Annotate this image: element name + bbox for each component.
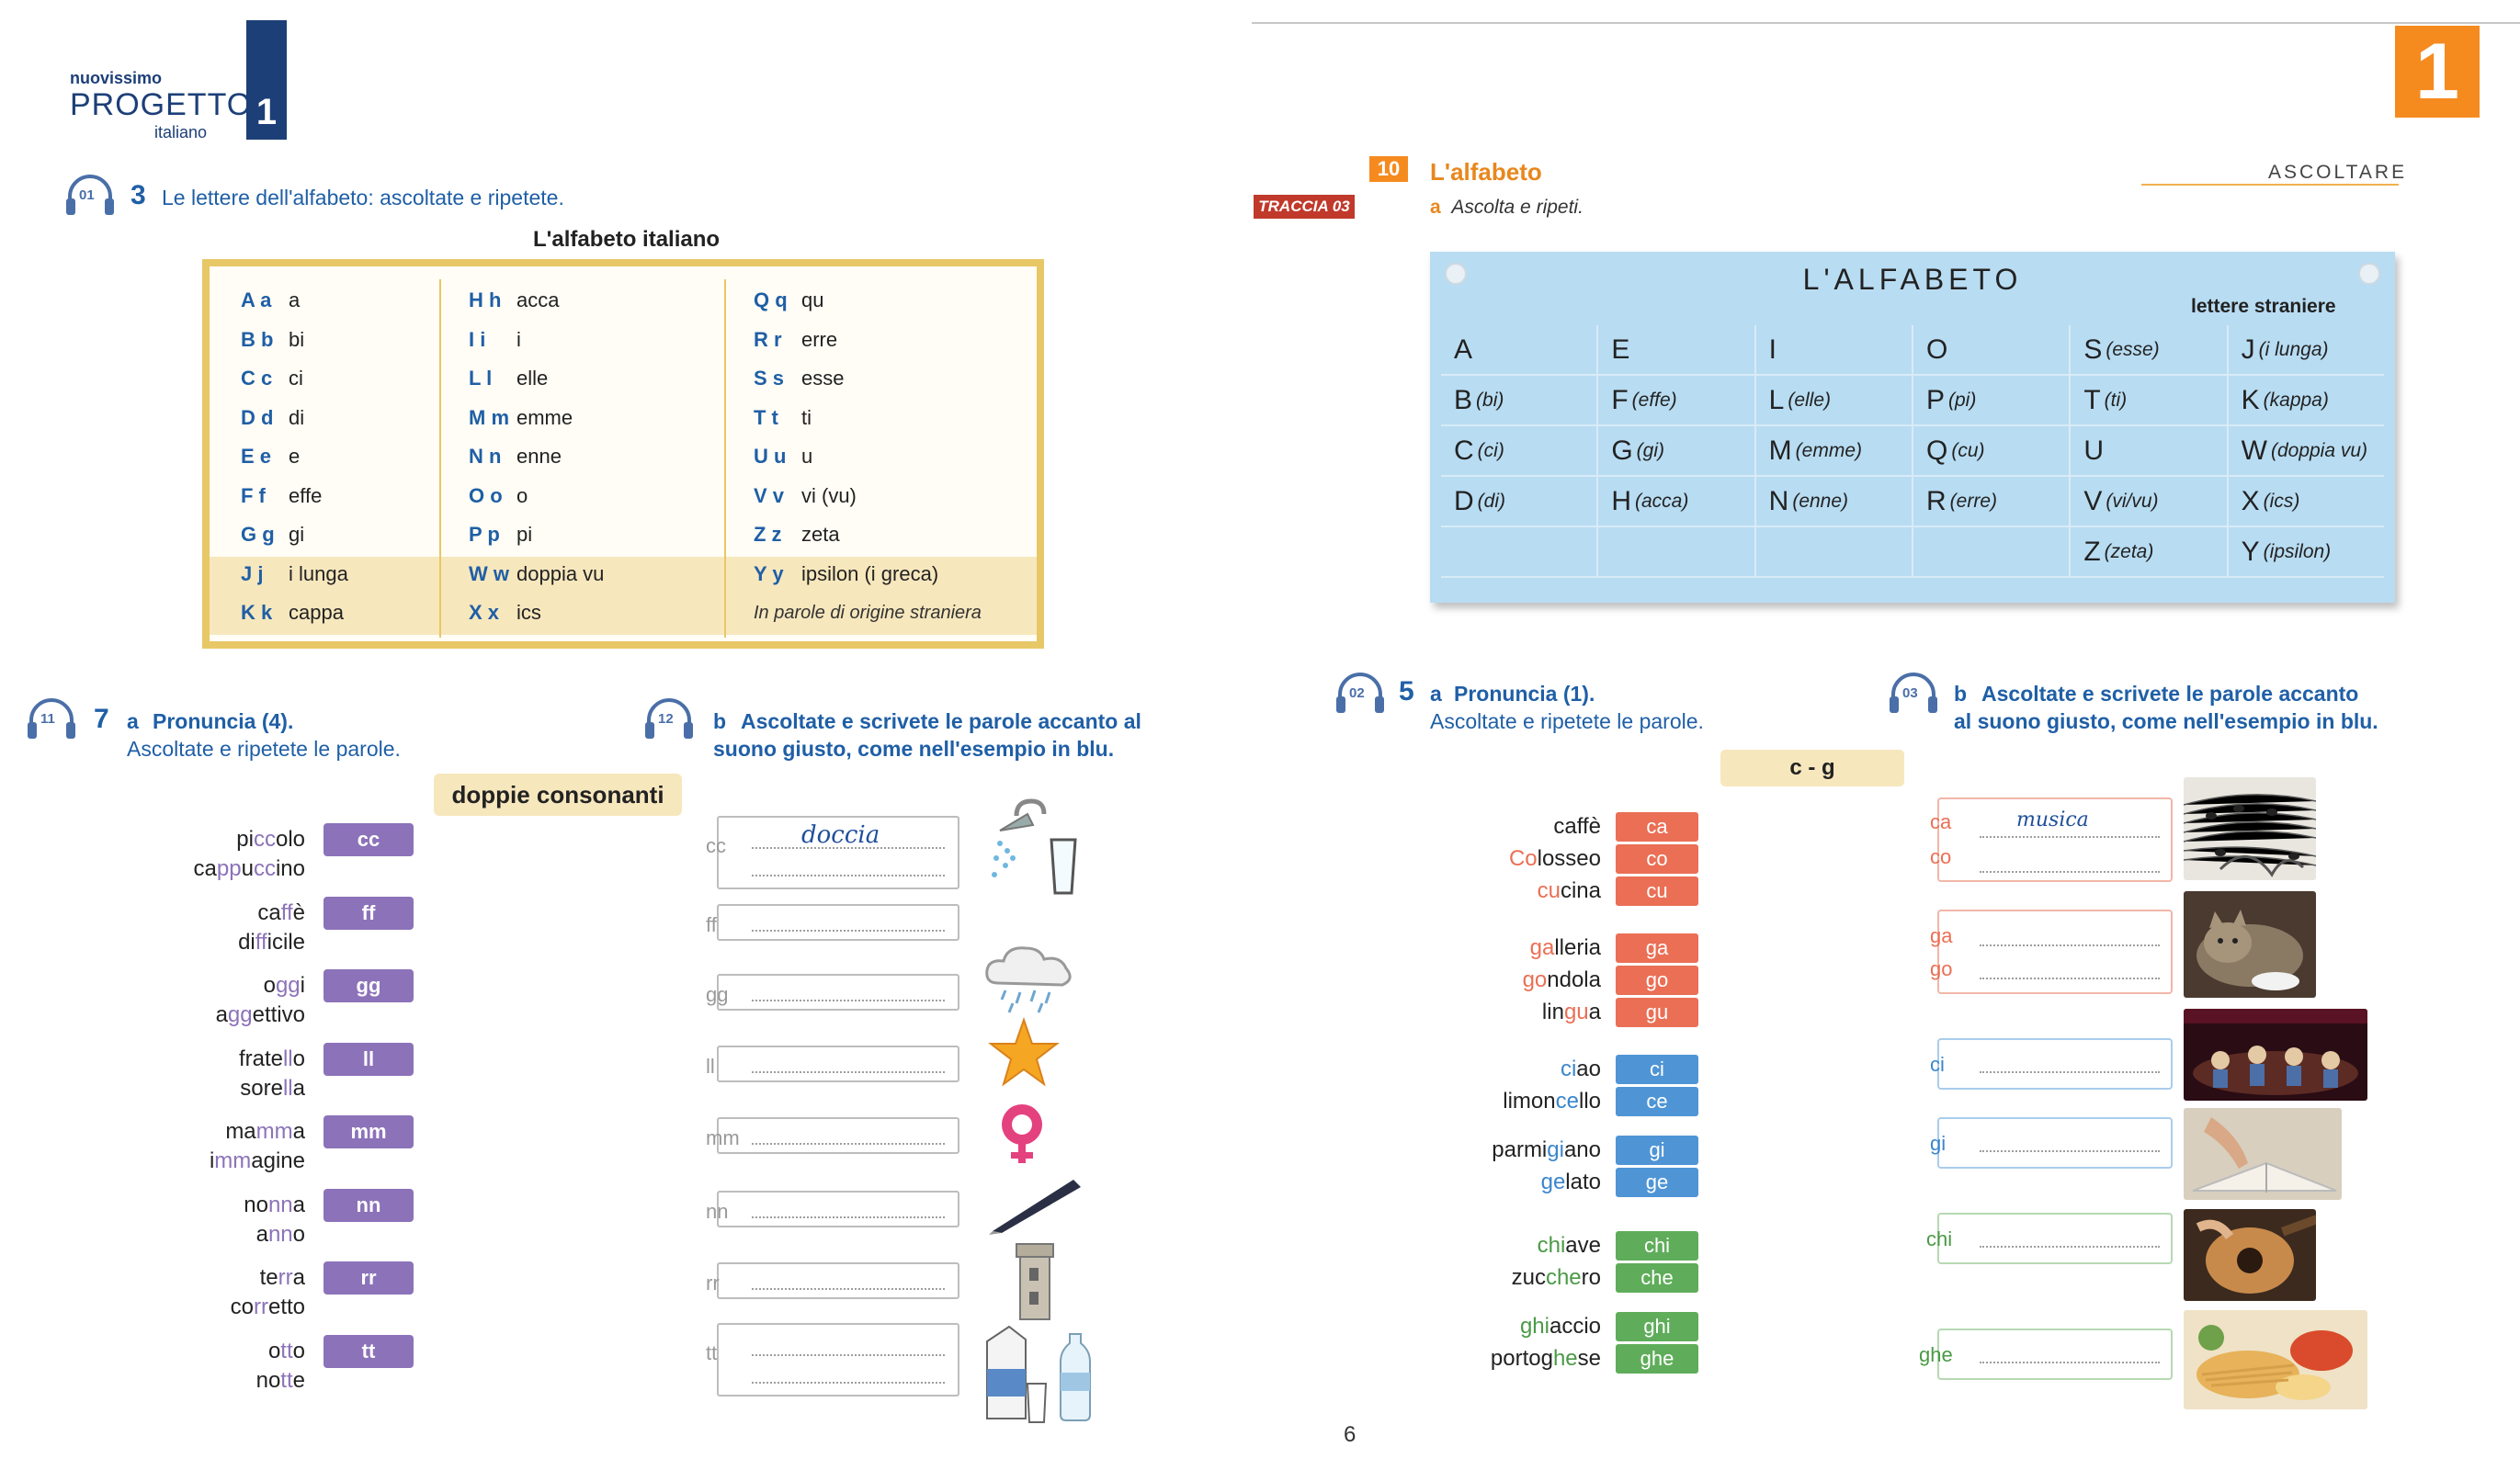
grid-letter: F [1611, 384, 1629, 415]
letter: W w [469, 561, 509, 585]
letter: E e [241, 445, 272, 469]
sound-tag: gi [1616, 1136, 1698, 1165]
audio-track-11: 11 [40, 711, 55, 727]
tower-icon [1007, 1237, 1062, 1325]
exercise-5a-part: a [1430, 682, 1442, 706]
letter-name: ti [801, 405, 812, 429]
letter: F f [241, 483, 266, 507]
italian-alphabet-table [202, 259, 1044, 649]
audio-track-03: 03 [1902, 685, 1918, 701]
pronunciation-word: lingua [1541, 1000, 1601, 1024]
sound-label-go: go [1930, 957, 1953, 980]
double-consonant-word: otto [267, 1338, 305, 1363]
alphabet-grid-cell [1756, 477, 1913, 526]
alphabet-grid-cell [1441, 477, 1598, 526]
alphabet-grid-cell [2229, 527, 2384, 576]
grid-letter: V [2083, 485, 2103, 516]
female-symbol-icon [994, 1102, 1050, 1167]
grid-letter-name: (ics) [2263, 490, 2300, 512]
sound-tag: ce [1616, 1087, 1698, 1116]
grid-letter-name: (ci) [1477, 439, 1504, 461]
grid-letter: K [2241, 384, 2260, 415]
alphabet-grid-cell [1441, 426, 1598, 475]
alphabet-grid-cell [1913, 527, 2071, 576]
letter-name: e [289, 445, 301, 469]
alphabet-grid-cell [2071, 527, 2228, 576]
alphabet-column-2 [443, 281, 719, 633]
exercise-10-instruction-text: Ascolta e ripeti. [1451, 197, 1584, 218]
sheet-music-photo [2184, 777, 2316, 880]
grid-letter: U [2083, 435, 2104, 466]
sound-label-co: co [1930, 845, 1952, 868]
example-answer-doccia: doccia [801, 821, 880, 849]
alphabet-grid-cell [1756, 527, 1913, 576]
pronunciation-word: caffè [1553, 814, 1601, 839]
letter-name: cappa [289, 601, 344, 625]
exercise-10-instruction [1430, 197, 1584, 219]
consonant-tag: tt [324, 1335, 414, 1368]
sound-tag: ge [1616, 1168, 1698, 1197]
grid-letter-name: (enne) [1792, 490, 1849, 512]
letter-name: ics [516, 601, 541, 625]
sound-label: rr [706, 1272, 720, 1295]
sound-label-chi: chi [1926, 1227, 1953, 1250]
letter: Q q [754, 288, 788, 312]
consonant-tag: mm [324, 1115, 414, 1148]
letter: P p [469, 523, 500, 547]
double-consonant-word: caffè [257, 899, 305, 925]
sound-label-ci: ci [1930, 1053, 1945, 1076]
alphabet-grid-cell [1441, 376, 1598, 424]
letter: S s [754, 367, 785, 390]
exercise-10-title: L'alfabeto [1430, 158, 1542, 186]
letter: B b [241, 327, 274, 351]
page-number: 6 [1344, 1422, 1356, 1447]
alphabet-grid-row [1441, 325, 2384, 376]
grid-letter: L [1768, 384, 1785, 415]
answer-box-gg[interactable] [706, 974, 959, 1011]
letter-name: enne [516, 445, 562, 469]
c-g-label: c - g [1720, 750, 1904, 786]
sound-tag: gu [1616, 998, 1698, 1027]
answer-box-cc[interactable] [706, 816, 959, 889]
pen-icon [985, 1172, 1086, 1237]
alphabet-grid-cell [1913, 376, 2071, 424]
exercise-7a-instruction: Ascoltate e ripetete le parole. [127, 737, 401, 761]
grid-letter: X [2241, 485, 2260, 516]
grid-letter: R [1925, 485, 1947, 516]
letter: M m [469, 405, 509, 429]
letter-name: o [516, 483, 528, 507]
grid-letter-name: (gi) [1636, 439, 1665, 461]
answer-box-rr[interactable] [706, 1262, 959, 1299]
sound-tag: go [1616, 966, 1698, 995]
grid-letter-name: (erre) [1949, 490, 1997, 512]
alphabet-grid-cell [2229, 376, 2384, 424]
sound-tag: chi [1616, 1231, 1698, 1261]
alphabet-grid-cell [1598, 426, 1755, 475]
exercise-7a-part: a [127, 709, 139, 733]
double-consonant-word: terra [259, 1265, 305, 1290]
theater-photo [2184, 1009, 2367, 1101]
star-icon [987, 1016, 1061, 1090]
alphabet-grid-cell [1913, 477, 2071, 526]
letter: X x [469, 601, 500, 625]
grid-letter: J [2241, 334, 2255, 365]
consonant-tag: ff [324, 897, 414, 930]
audio-track-01: 01 [79, 187, 95, 203]
double-consonant-word: immagine [209, 1148, 305, 1173]
grid-letter-name: (di) [1477, 490, 1506, 512]
grid-letter-name: (emme) [1795, 439, 1862, 461]
letter: V v [754, 483, 785, 507]
letter-name: bi [289, 327, 305, 351]
consonant-tag: cc [324, 823, 414, 856]
answer-box-nn[interactable] [706, 1191, 959, 1227]
exercise-7b-instruction-line2: suono giusto, come nell'esempio in blu. [713, 737, 1115, 761]
chapter-badge: 1 [2395, 26, 2480, 118]
letter: Z z [754, 523, 782, 547]
exercise-5b-instruction-line1: Ascoltate e scrivete le parole accanto [1981, 682, 2359, 706]
sound-label-ghe: ghe [1919, 1343, 1953, 1366]
letter-name: acca [516, 288, 560, 312]
sound-tag: che [1616, 1263, 1698, 1293]
double-consonant-word: cappuccino [193, 856, 305, 881]
grid-letter-name: (zeta) [2104, 540, 2154, 562]
alphabet-column-1 [215, 281, 436, 633]
letter-name: elle [516, 367, 549, 390]
answer-box-gi[interactable] [1930, 1117, 2173, 1169]
food-photo [2184, 1310, 2367, 1409]
sound-label-gi: gi [1930, 1132, 1947, 1155]
double-consonant-word: aggettivo [215, 1002, 305, 1027]
letter-name: erre [801, 327, 838, 351]
alphabet-grid-cell [2071, 376, 2228, 424]
letter-name: ci [289, 367, 303, 390]
sound-label: ll [706, 1055, 715, 1078]
grid-letter: S [2083, 334, 2103, 365]
alphabet-grid-row [1441, 477, 2384, 527]
answer-box-ca-co[interactable] [1930, 797, 2173, 882]
letter-name: doppia vu [516, 561, 605, 585]
grid-letter-name: (bi) [1476, 389, 1504, 411]
pronunciation-word: zucchero [1511, 1265, 1601, 1290]
exercise-7b-part: b [713, 709, 727, 733]
sound-tag: ci [1616, 1055, 1698, 1084]
letter: D d [241, 405, 274, 429]
answer-box-tt[interactable] [706, 1323, 959, 1396]
alphabet-grid-cell [2229, 477, 2384, 526]
alphabet-grid [1441, 325, 2384, 578]
example-answer-musica: musica [2016, 808, 2089, 831]
exercise-7a-title: Pronuncia (4). [153, 709, 294, 733]
grid-letter: B [1454, 384, 1473, 415]
track-badge[interactable]: TRACCIA 03 [1254, 195, 1355, 219]
alphabet-grid-cell [1441, 527, 1598, 576]
double-consonant-word: difficile [238, 929, 305, 955]
alphabet-grid-cell [1756, 325, 1913, 374]
letter: I i [469, 327, 486, 351]
grid-letter-name: (acca) [1635, 490, 1689, 512]
letter: C c [241, 367, 273, 390]
exercise-5b-instruction-line2: al suono giusto, come nell'esempio in blu. [1954, 709, 2378, 733]
sound-label: ff [706, 913, 717, 936]
alphabet-grid-cell [2071, 426, 2228, 475]
exercise-5a-instruction: Ascoltate e ripetete le parole. [1430, 709, 1704, 733]
sound-tag: ga [1616, 933, 1698, 963]
alphabet-grid-cell [1913, 426, 2071, 475]
sound-tag: ca [1616, 812, 1698, 842]
alphabet-grid-cell [1598, 527, 1755, 576]
letter-name: i [516, 327, 521, 351]
foreign-origin-note: In parole di origine straniera [754, 602, 982, 623]
sound-label: tt [706, 1341, 718, 1364]
double-consonant-word: anno [255, 1221, 305, 1247]
grid-letter: W [2241, 435, 2267, 466]
alphabet-grid-row [1441, 426, 2384, 477]
alphabet-panel [1430, 252, 2395, 603]
rain-cloud-icon [980, 943, 1081, 1016]
sound-tag: ghi [1616, 1312, 1698, 1341]
letter: R r [754, 327, 782, 351]
foreign-letters-header: lettere straniere [2191, 296, 2336, 317]
letter: A a [241, 288, 272, 312]
alphabet-grid-cell [1598, 376, 1755, 424]
grid-letter: D [1454, 485, 1474, 516]
reading-photo [2184, 1108, 2342, 1200]
alphabet-grid-cell [2071, 325, 2228, 374]
letter-name: ipsilon (i greca) [801, 561, 939, 585]
grid-letter: A [1454, 334, 1473, 365]
letter: N n [469, 445, 502, 469]
double-consonant-word: sorella [240, 1075, 305, 1101]
sound-label-ga: ga [1930, 924, 1953, 947]
exercise-5b-part: b [1954, 682, 1968, 706]
logo-title: PROGETTO [70, 87, 253, 122]
sound-tag: cu [1616, 876, 1698, 906]
grid-letter: P [1925, 384, 1945, 415]
volume-badge [246, 20, 287, 140]
grid-letter-name: (vi/vu) [2106, 490, 2159, 512]
answer-box-mm[interactable] [706, 1117, 959, 1154]
alphabet-grid-row [1441, 376, 2384, 426]
answer-box-ghe[interactable] [1919, 1329, 2173, 1380]
milk-and-water-icon [982, 1323, 1119, 1426]
answer-box-ga-go[interactable] [1930, 910, 2173, 994]
shower-icon [980, 797, 1086, 899]
letter-name: zeta [801, 523, 840, 547]
answer-box-ff[interactable] [706, 904, 959, 941]
answer-box-ci[interactable] [1930, 1038, 2173, 1090]
grid-letter: M [1768, 435, 1792, 466]
letter: G g [241, 523, 275, 547]
sound-label: mm [706, 1126, 740, 1149]
volume-number: 1 [255, 92, 278, 132]
cat-photo [2184, 891, 2316, 998]
grid-letter: N [1768, 485, 1789, 516]
alphabet-column-3 [728, 281, 1040, 633]
grid-letter: G [1611, 435, 1633, 466]
skill-label: ASCOLTARE [2268, 162, 2408, 183]
letter: H h [469, 288, 502, 312]
alphabet-grid-cell [1598, 325, 1755, 374]
letter: K k [241, 601, 273, 625]
pronunciation-word: gelato [1540, 1170, 1601, 1194]
pronunciation-word: limoncello [1503, 1089, 1601, 1114]
letter-name: pi [516, 523, 533, 547]
grid-letter: T [2083, 384, 2101, 415]
letter-name: esse [801, 367, 845, 390]
letter-name: u [801, 445, 813, 469]
alphabet-grid-cell [1756, 426, 1913, 475]
alphabet-grid-cell [1756, 376, 1913, 424]
consonant-tag: nn [324, 1189, 414, 1222]
alphabet-grid-row [1441, 527, 2384, 578]
logo-small-text: nuovissimo [70, 69, 163, 87]
pronunciation-word: ciao [1560, 1057, 1601, 1081]
letter-name: emme [516, 405, 573, 429]
pronunciation-word: portoghese [1490, 1346, 1601, 1371]
grid-letter: Y [2241, 536, 2260, 567]
exercise-5a-title: Pronuncia (1). [1454, 682, 1595, 706]
pronunciation-word: ghiaccio [1519, 1314, 1601, 1339]
double-consonant-word: piccolo [236, 827, 305, 852]
alphabet-grid-cell [2229, 325, 2384, 374]
sound-label-ca: ca [1930, 810, 1952, 833]
double-consonant-word: oggi [263, 973, 305, 998]
alphabet-grid-cell [1913, 325, 2071, 374]
grid-letter-name: (effe) [1631, 389, 1677, 411]
grid-letter: I [1768, 334, 1776, 365]
exercise-7b-instruction-line1: Ascoltate e scrivete le parole accanto al [741, 709, 1141, 733]
consonant-tag: gg [324, 969, 414, 1002]
alphabet-panel-title: L'ALFABETO [1802, 263, 2023, 296]
sound-label: cc [706, 834, 726, 857]
alphabet-grid-cell [2229, 426, 2384, 475]
pronunciation-word: gondola [1522, 967, 1601, 992]
pronunciation-word: cucina [1537, 878, 1601, 903]
pronunciation-word: Colosseo [1508, 846, 1601, 871]
exercise-10-part: a [1430, 197, 1441, 218]
double-consonant-word: nonna [244, 1192, 305, 1217]
exercise-7-number: 7 [94, 704, 109, 734]
grid-letter: C [1454, 435, 1474, 466]
letter-name: effe [289, 483, 323, 507]
grid-letter: Z [2083, 536, 2101, 567]
letter-name: i lunga [289, 561, 348, 585]
pronunciation-word: parmigiano [1492, 1137, 1601, 1162]
grid-letter-name: (pi) [1948, 389, 1977, 411]
grid-letter-name: (kappa) [2263, 389, 2329, 411]
consonant-tag: ll [324, 1043, 414, 1076]
alphabet-grid-cell [1598, 477, 1755, 526]
alphabet-grid-cell [1441, 325, 1598, 374]
sound-tag: co [1616, 844, 1698, 874]
grid-letter: H [1611, 485, 1631, 516]
exercise-3-instruction: Le lettere dell'alfabeto: ascoltate e ripetete. [162, 186, 564, 209]
letter: Y y [754, 561, 784, 585]
grid-letter-name: (i lunga) [2258, 338, 2329, 360]
double-consonant-word: notte [255, 1367, 305, 1393]
letter: U u [754, 445, 787, 469]
exercise-5-number: 5 [1399, 676, 1414, 707]
logo-subtitle: italiano [154, 123, 208, 141]
grid-letter-name: (ipsilon) [2263, 540, 2332, 562]
pronunciation-word: galleria [1529, 935, 1601, 960]
sound-label: nn [706, 1200, 729, 1223]
grid-letter: O [1925, 334, 1948, 365]
double-consonant-word: mamma [225, 1119, 305, 1144]
answer-box-ll[interactable] [706, 1046, 959, 1082]
letter-name: gi [289, 523, 305, 547]
letter-name: di [289, 405, 305, 429]
letter-name: vi (vu) [801, 483, 857, 507]
letter: T t [754, 405, 778, 429]
letter: O o [469, 483, 503, 507]
grid-letter-name: (esse) [2106, 338, 2160, 360]
double-consonant-word: fratello [238, 1046, 305, 1071]
letter: J j [241, 561, 264, 585]
grid-letter-name: (ti) [2104, 389, 2128, 411]
pronunciation-word: chiave [1537, 1233, 1601, 1258]
exercise-3-number: 3 [131, 180, 146, 210]
alphabet-table-title: L'alfabeto italiano [533, 227, 721, 252]
consonant-tag: rr [324, 1261, 414, 1295]
grid-letter-name: (cu) [1951, 439, 1985, 461]
grid-letter-name: (elle) [1788, 389, 1832, 411]
alphabet-grid-cell [2071, 477, 2228, 526]
letter: L l [469, 367, 493, 390]
grid-letter-name: (doppia vu) [2270, 439, 2368, 461]
sound-tag: ghe [1616, 1344, 1698, 1374]
grid-letter: E [1611, 334, 1630, 365]
sound-label: gg [706, 983, 729, 1006]
audio-track-02: 02 [1349, 685, 1365, 701]
guitar-photo [2184, 1209, 2316, 1301]
exercise-10-number: 10 [1369, 156, 1408, 182]
letter-name: qu [801, 288, 824, 312]
letter-name: a [289, 288, 301, 312]
answer-box-chi[interactable] [1926, 1213, 2173, 1264]
grid-letter: Q [1925, 435, 1948, 466]
audio-track-12: 12 [658, 711, 674, 727]
double-consonants-label: doppie consonanti [434, 774, 682, 816]
double-consonant-word: corretto [230, 1295, 305, 1319]
